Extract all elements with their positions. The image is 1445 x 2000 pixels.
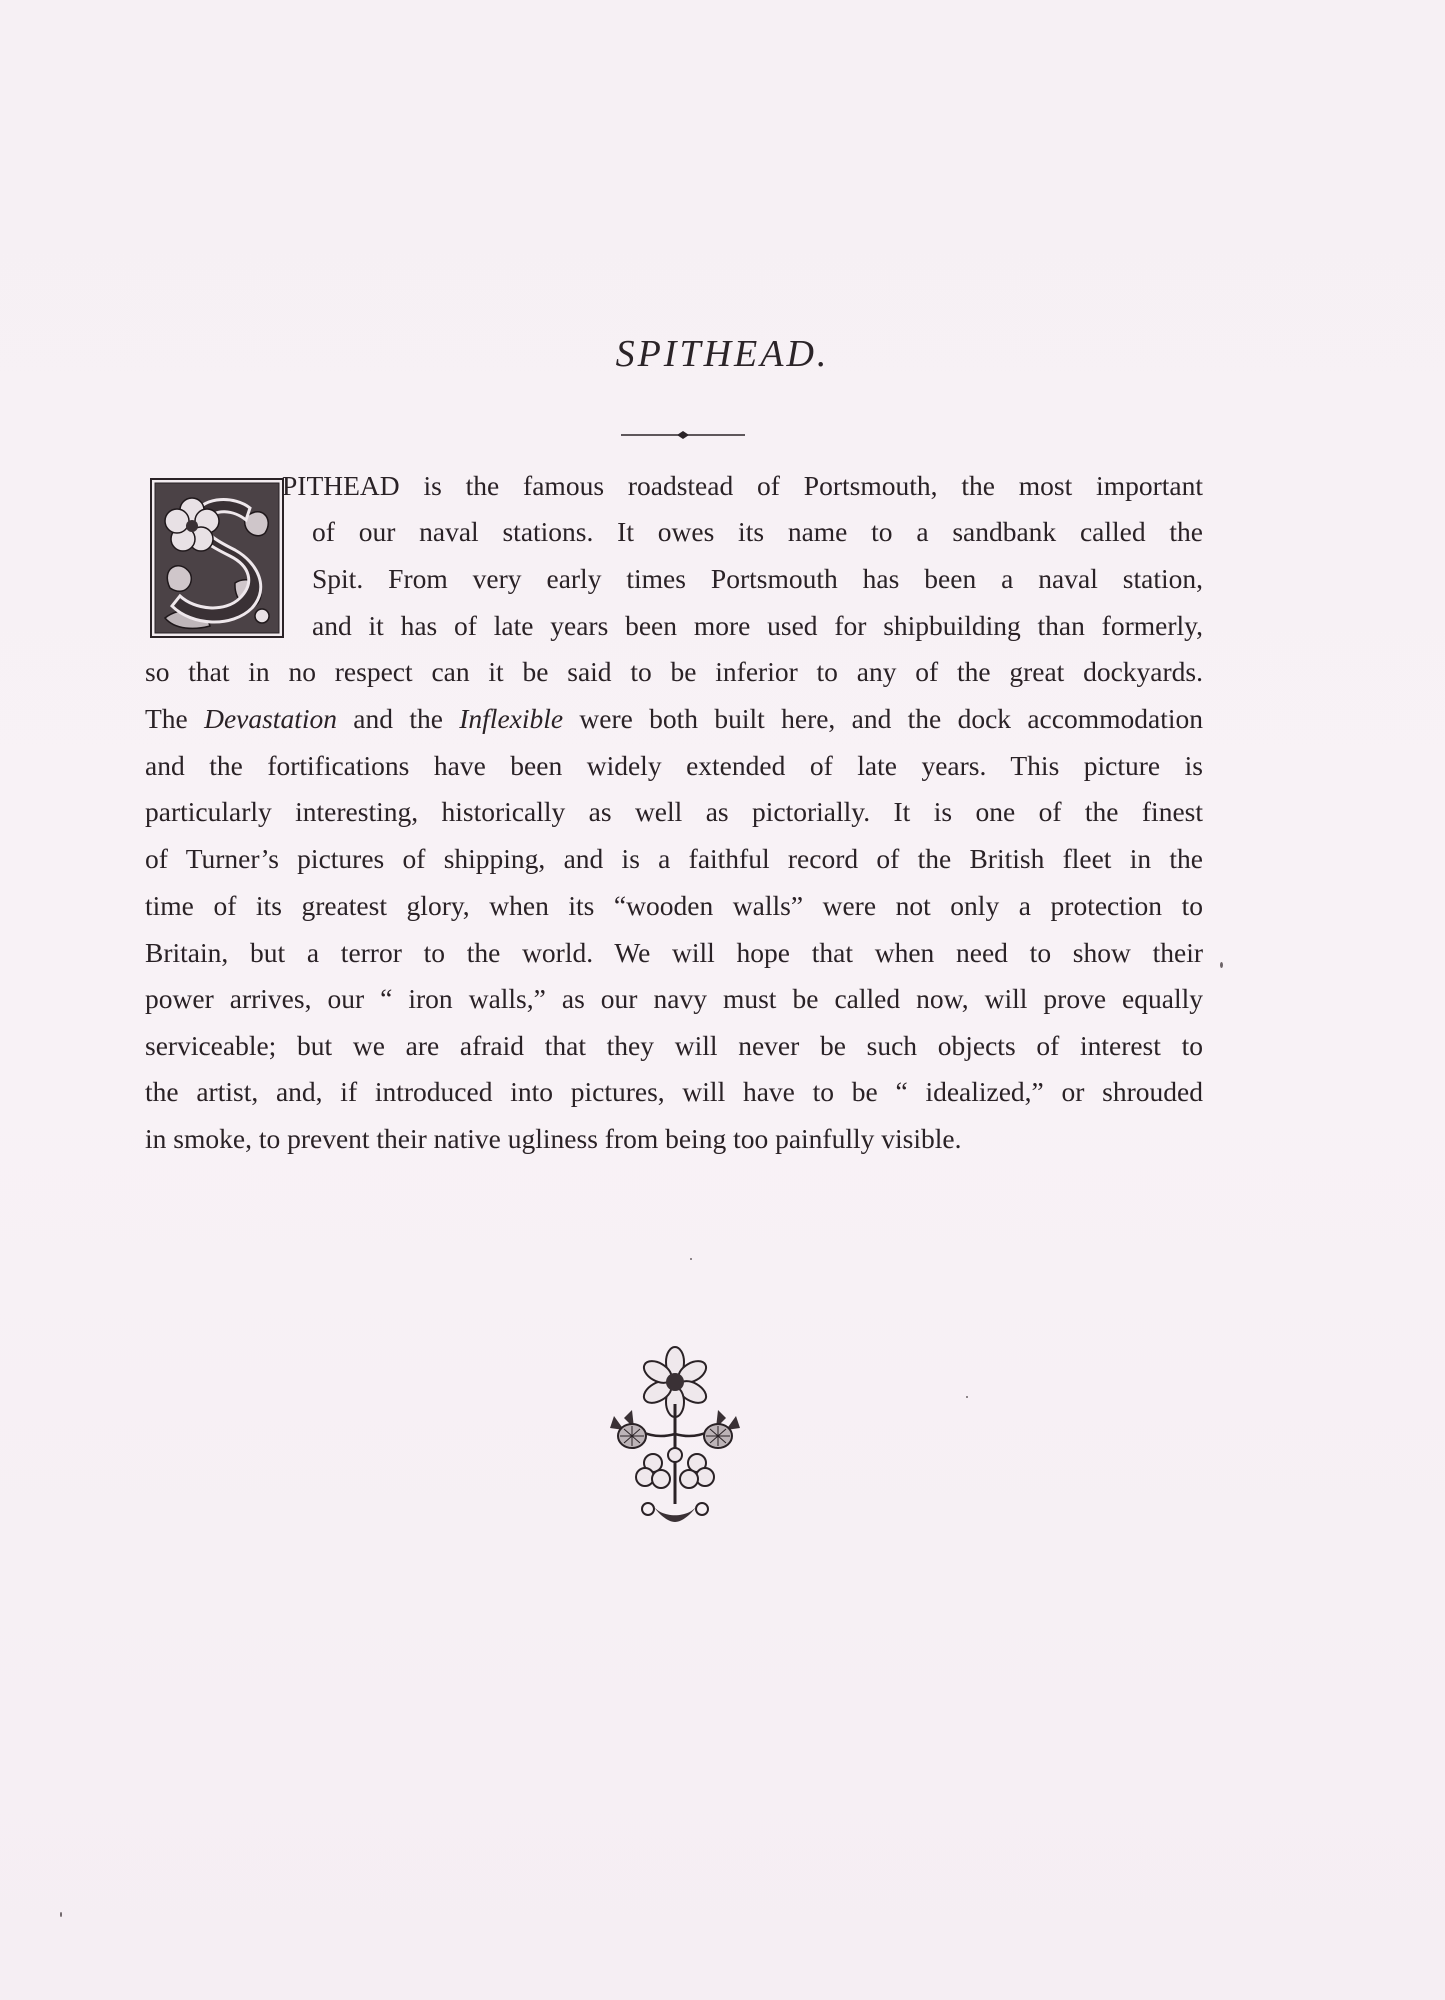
text-line: so that in no respect can it be said to be inferior to any of the great dockyards. [145,656,1203,687]
text-span: were both built here, and the dock accommodation [563,703,1203,734]
text-line: and it has of late years been more used for shipbuilding than formerly, [312,610,1203,641]
text-line: of Turner’s pictures of shipping, and is a faithful record of the British fleet in the [145,843,1203,874]
text-line: and the fortifications have been widely extended of late years. This picture is [145,750,1203,781]
paper-speck [690,1258,692,1260]
text-line: PITHEAD is the famous roadstead of Portsmouth, the most important [282,470,1203,501]
text-line-italic-mix [145,703,1203,735]
paper-speck [1220,962,1223,968]
text-line: particularly interesting, historically as well as pictorially. It is one of the finest [145,796,1203,827]
title-rule-ornament [621,428,745,442]
text-span: The [145,703,205,734]
paper-speck [60,1912,62,1917]
text-line: time of its greatest glory, when its “wooden walls” were not only a protection to [145,890,1203,921]
ship-name-devastation: Devastation [204,703,337,734]
text-span: and the [336,703,460,734]
floral-tailpiece-icon [602,1344,748,1534]
page-title: SPITHEAD. [615,333,830,375]
text-line: of our naval stations. It owes its name to a sandbank called the [312,516,1203,547]
text-line: serviceable; but we are afraid that they will never be such objects of interest to [145,1030,1203,1061]
text-line: the artist, and, if introduced into pictures, will have to be “ idealized,” or shrouded [145,1076,1203,1107]
text-line: Spit. From very early times Portsmouth has been a naval station, [312,563,1203,594]
text-line: power arrives, our “ iron walls,” as our navy must be called now, will prove equally [145,983,1203,1014]
dropcap-s-floral [150,478,284,638]
ship-name-inflexible: Inflexible [459,703,564,734]
paper-speck [966,1396,968,1398]
text-line: in smoke, to prevent their native ugliness from being too painfully visible. [145,1123,962,1154]
text-line: Britain, but a terror to the world. We will hope that when need to show their [145,937,1203,968]
